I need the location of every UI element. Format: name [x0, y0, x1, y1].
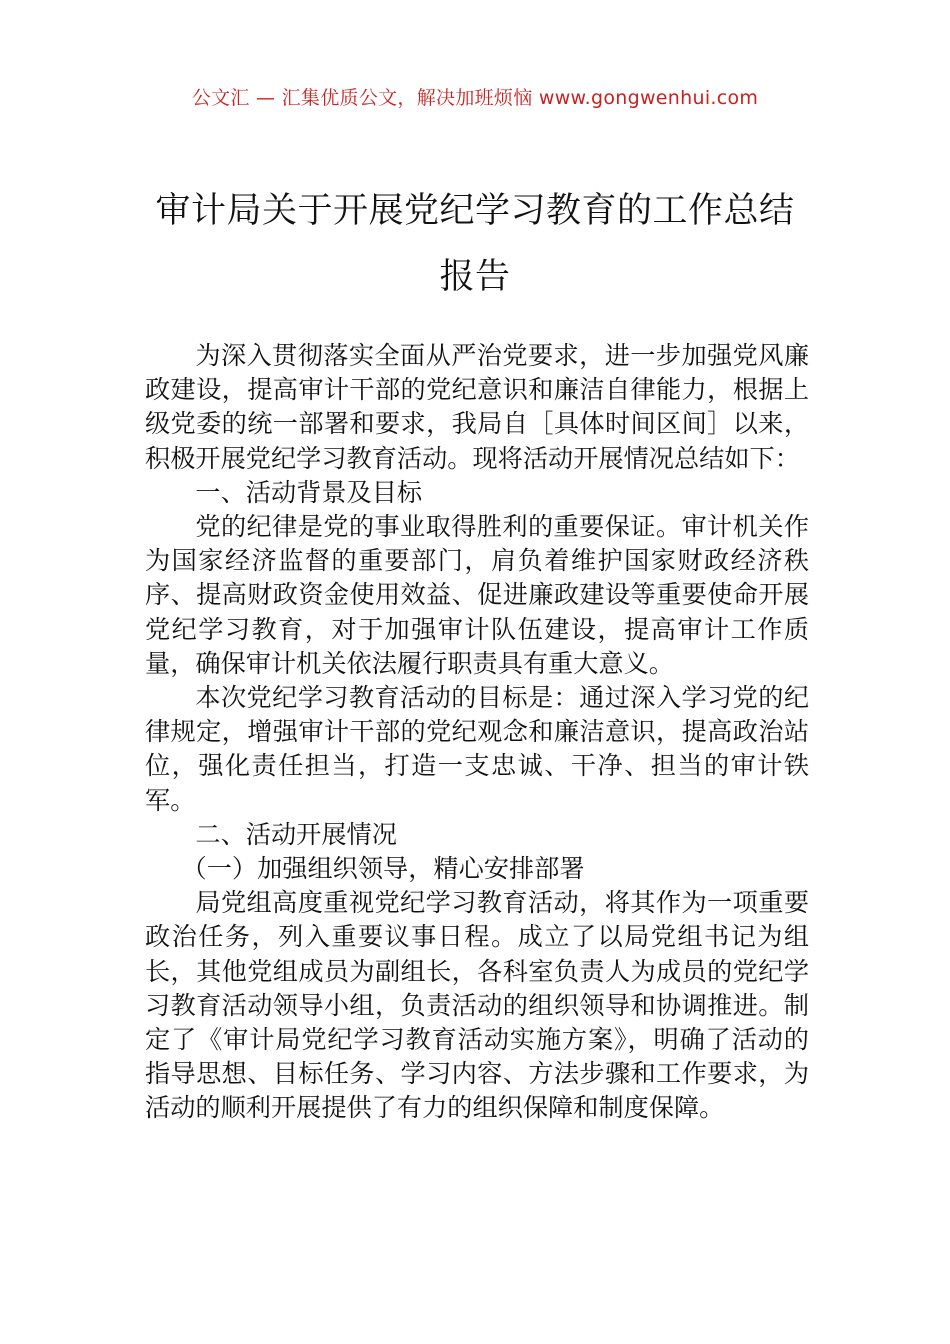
intro-paragraph: 为深入贯彻落实全面从严治党要求，进一步加强党风廉政建设，提高审计干部的党纪意识和廉洁自律能力，根据上级党委的统一部署和要求，我局自［具体时间区间］以来，积极开展党纪学习教育活动。现将活动开展情况总结如下： [145, 341, 809, 473]
document-body [145, 339, 809, 1126]
document-title: 审计局关于开展党纪学习教育的工作总结报告 [155, 191, 795, 297]
section-2-heading: 二、活动开展情况 [195, 819, 397, 849]
header-banner: 公文汇 — 汇集优质公文，解决加班烦恼 www.gongwenhui.com [191, 87, 759, 109]
section-2-paragraph-1: 局党组高度重视党纪学习教育活动，将其作为一项重要政治任务，列入重要议事日程。成立了以局党组书记为组长，其他党组成员为副组长，各科室负责人为成员的党纪学习教育活动领导小组，负责活动的组织领导和协调推进。制定了《审计局党纪学习教育活动实施方案》，明确了活动的指导思想、目标任务、学习内容、方法步骤和工作要求，为活动的顺利开展提供了有力的组织保障和制度保障。 [145, 888, 809, 1123]
section-1-paragraph-1: 党的纪律是党的事业取得胜利的重要保证。审计机关作为国家经济监督的重要部门，肩负着维护国家财政经济秩序、提高财政资金使用效益、促进廉政建设等重要使命开展党纪学习教育，对于加强审计队伍建设，提高审计工作质量，确保审计机关依法履行职责具有重大意义。 [145, 512, 809, 678]
section-1-paragraph-2: 本次党纪学习教育活动的目标是：通过深入学习党的纪律规定，增强审计干部的党纪观念和廉洁意识，提高政治站位，强化责任担当，打造一支忠诚、干净、担当的审计铁军。 [145, 683, 809, 815]
section-2-subheading-1: （一）加强组织领导，精心安排部署 [181, 854, 585, 884]
section-1-heading: 一、活动背景及目标 [195, 477, 423, 507]
